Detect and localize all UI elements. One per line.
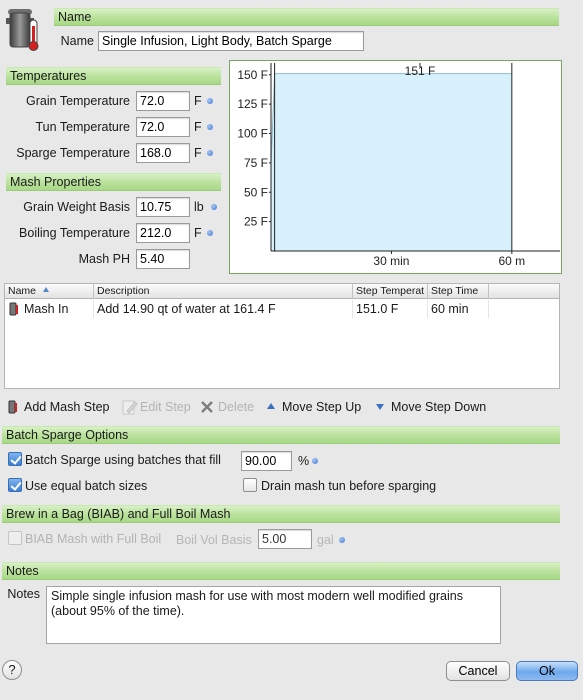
edit-step-label: Edit Step <box>140 400 191 414</box>
mash-properties-header <box>6 173 221 191</box>
arrow-down-icon <box>376 404 384 410</box>
x-tick-label: 30 min <box>373 254 410 268</box>
step-description-cell: Add 14.90 qt of water at 161.4 F <box>94 300 353 318</box>
step-name-cell: Mash In <box>21 300 94 318</box>
y-tick-label: 150 F <box>237 67 268 82</box>
mash-step-icon <box>9 301 19 317</box>
boil-vol-unit-dot-icon[interactable] <box>339 537 345 543</box>
biab-full-boil-label: BIAB Mash with Full Boil <box>25 532 162 546</box>
mash-properties-header-label: Mash Properties <box>10 175 102 189</box>
batch-sparge-header-label: Batch Sparge Options <box>6 428 129 442</box>
drain-mash-tun-checkbox[interactable] <box>243 478 257 492</box>
column-header-step-temperature[interactable]: Step Temperat <box>353 284 428 299</box>
tun-temperature-label: Tun Temperature <box>35 120 130 134</box>
grain-weight-basis-unit: lb <box>194 200 204 214</box>
help-label: ? <box>8 662 16 677</box>
boiling-temperature-unit: F <box>194 226 202 240</box>
mash-ph-label: Mash PH <box>78 252 130 266</box>
boiling-temperature-unit-dot-icon[interactable] <box>207 230 213 236</box>
batch-fill-percent-input[interactable] <box>241 451 292 471</box>
y-tick-label: 100 F <box>237 126 268 141</box>
biab-full-boil-checkbox[interactable] <box>8 531 22 545</box>
mash-profile-chart-svg <box>230 61 561 273</box>
x-tick-label: 60 m <box>498 254 526 268</box>
table-row[interactable] <box>5 300 559 318</box>
y-tick-label: 75 F <box>243 155 268 170</box>
batch-sparge-label: Batch Sparge using batches that fill <box>25 453 221 467</box>
tun-temperature-input[interactable] <box>136 117 190 137</box>
boil-vol-basis-input[interactable] <box>258 529 312 549</box>
notes-text: Simple single infusion mash for use with most modern well modified grains (about 95% of the time). <box>51 589 463 618</box>
column-header-step-time[interactable]: Step Time <box>428 284 489 299</box>
batch-sparge-header <box>2 426 560 444</box>
grain-temperature-unit-dot-icon[interactable] <box>207 98 213 104</box>
step-temperature-label: 151 F <box>404 64 436 78</box>
sparge-temperature-label: Sparge Temperature <box>16 146 130 160</box>
sparge-temperature-unit: F <box>194 146 202 160</box>
column-header-description[interactable]: Description <box>94 284 353 299</box>
batch-sparge-checkbox[interactable] <box>8 452 22 466</box>
cancel-label: Cancel <box>458 664 498 678</box>
biab-header <box>2 505 560 523</box>
sparge-temperature-unit-dot-icon[interactable] <box>207 150 213 156</box>
delete-x-icon <box>200 399 214 418</box>
boiling-temperature-input[interactable] <box>136 223 190 243</box>
add-mash-step-label: Add Mash Step <box>24 400 110 414</box>
y-tick-label: 25 F <box>243 214 268 229</box>
grain-temperature-label: Grain Temperature <box>26 94 130 108</box>
sort-ascending-icon <box>43 287 49 292</box>
step-temperature-cell: 151.0 F <box>353 300 428 318</box>
name-label: Name <box>60 34 94 48</box>
move-step-up-label: Move Step Up <box>282 400 362 414</box>
ok-button[interactable] <box>516 661 578 681</box>
boiling-temperature-label: Boiling Temperature <box>19 226 130 240</box>
column-header-name[interactable] <box>5 284 94 299</box>
equal-batch-sizes-label: Use equal batch sizes <box>25 479 148 493</box>
y-tick-label: 125 F <box>237 97 268 112</box>
column-header-name-label: Name <box>8 285 37 297</box>
mash-ph-input[interactable] <box>136 249 190 269</box>
name-input[interactable] <box>98 31 364 51</box>
y-tick-label: 50 F <box>243 185 268 200</box>
grain-weight-basis-input[interactable] <box>136 197 190 217</box>
notes-header <box>2 562 560 580</box>
mash-tun-small-icon <box>8 399 18 418</box>
grain-weight-basis-label: Grain Weight Basis <box>23 200 130 214</box>
batch-fill-percent-unit: % <box>298 454 310 468</box>
boil-vol-basis-label: Boil Vol Basis <box>176 533 252 547</box>
mash-tun-icon <box>6 6 40 52</box>
delete-step-label: Delete <box>218 400 255 414</box>
notes-textarea[interactable] <box>46 586 501 644</box>
step-time-cell: 60 min <box>428 300 489 318</box>
tun-temperature-unit: F <box>194 120 202 134</box>
temperatures-header <box>6 67 221 85</box>
table-header <box>5 284 559 299</box>
boil-vol-basis-unit: gal <box>317 533 334 547</box>
temperature-area <box>271 74 512 251</box>
mash-profile-chart <box>229 60 562 274</box>
pencil-paper-icon <box>122 399 138 418</box>
equal-batch-sizes-checkbox[interactable] <box>8 478 22 492</box>
cancel-button[interactable] <box>446 661 510 681</box>
tun-temperature-unit-dot-icon[interactable] <box>207 124 213 130</box>
temperatures-header-label: Temperatures <box>10 69 87 83</box>
grain-temperature-input[interactable] <box>136 91 190 111</box>
grain-weight-unit-dot-icon[interactable] <box>211 204 217 210</box>
ok-label: Ok <box>539 664 555 678</box>
help-button[interactable] <box>2 660 22 680</box>
name-section-header <box>54 8 559 26</box>
mash-steps-table[interactable] <box>4 283 560 389</box>
name-header-label: Name <box>58 10 92 24</box>
biab-header-label: Brew in a Bag (BIAB) and Full Boil Mash <box>6 507 231 521</box>
sparge-temperature-input[interactable] <box>136 143 190 163</box>
drain-mash-tun-label: Drain mash tun before sparging <box>261 479 437 493</box>
notes-header-label: Notes <box>6 564 39 578</box>
notes-label: Notes <box>7 587 40 601</box>
move-step-down-label: Move Step Down <box>391 400 487 414</box>
arrow-up-icon <box>267 403 275 409</box>
batch-percent-unit-dot-icon[interactable] <box>312 458 318 464</box>
grain-temperature-unit: F <box>194 94 202 108</box>
